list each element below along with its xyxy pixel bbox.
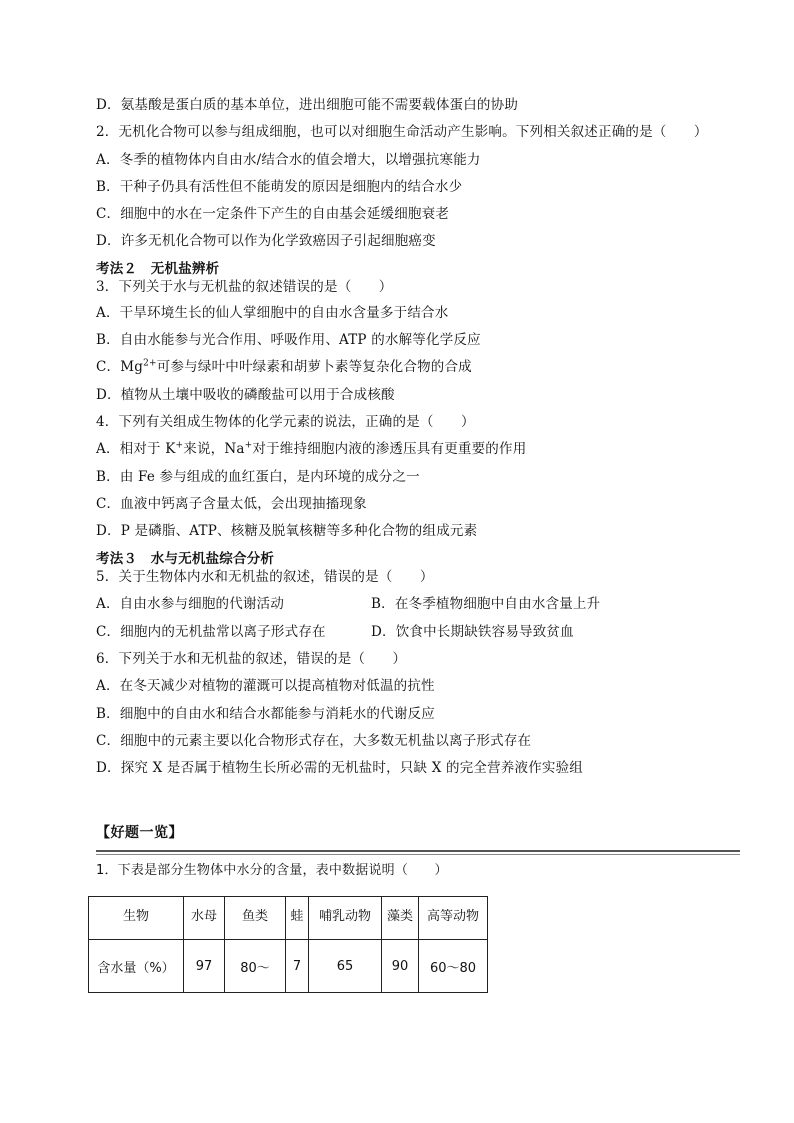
table-header-cell: 生物 <box>89 897 184 940</box>
q4-a-sup1: + <box>175 440 184 451</box>
table-header-cell: 高等动物 <box>419 897 488 940</box>
table-data-row <box>89 940 488 993</box>
q2-option-d: D．许多无机化合物可以作为化学致癌因子引起细胞癌变 <box>96 233 436 249</box>
table-header-cell: 蛙 <box>286 897 309 940</box>
q2-option-b: B．干种子仍具有活性但不能萌发的原因是细胞内的结合水少 <box>96 179 463 195</box>
q5-option-b: B．在冬季植物细胞中自由水含量上升 <box>371 596 601 612</box>
heading-rule-thin <box>96 854 740 855</box>
table-header-cell: 水母 <box>184 897 225 940</box>
table-cell: 65 <box>309 940 382 993</box>
q5-options-cd <box>96 623 574 641</box>
water-content-table <box>88 896 488 993</box>
table-cell: 7 <box>286 940 309 993</box>
q5-stem: 5．关于生物体内水和无机盐的叙述，错误的是（ ） <box>96 569 434 585</box>
q1-option-d: D．氨基酸是蛋白质的基本单位，进出细胞可能不需要载体蛋白的协助 <box>96 97 519 113</box>
table-cell: 60～80 <box>419 940 488 993</box>
table-header-cell: 藻类 <box>382 897 419 940</box>
q4-stem: 4．下列有关组成生物体的化学元素的说法，正确的是（ ） <box>96 414 475 430</box>
q6-option-b: B．细胞中的自由水和结合水都能参与消耗水的代谢反应 <box>96 706 435 722</box>
q4-a-sup2: + <box>244 440 253 451</box>
q6-option-d: D．探究 X 是否属于植物生长所必需的无机盐时，只缺 X 的完全营养液作实验组 <box>96 760 584 776</box>
q5-option-c: C．细胞内的无机盐常以离子形式存在 <box>96 624 326 640</box>
section-heading-2: 考法２ 无机盐辨析 <box>96 261 220 277</box>
q3-c-prefix: C．Mg <box>96 359 144 375</box>
q3-option-c <box>96 358 472 376</box>
table-header-cell: 鱼类 <box>225 897 286 940</box>
table-header-cell: 哺乳动物 <box>309 897 382 940</box>
table-cell: 含水量（%） <box>89 940 184 993</box>
q4-option-c: C．血液中钙离子含量太低，会出现抽搐现象 <box>96 496 367 512</box>
table-cell: 90 <box>382 940 419 993</box>
q5-option-d: D．饮食中长期缺铁容易导致贫血 <box>371 624 574 640</box>
q6-option-a: A．在冬天减少对植物的灌溉可以提高植物对低温的抗性 <box>96 678 435 694</box>
q4-a-part3: 对于维持细胞内液的渗透压具有更重要的作用 <box>252 441 527 457</box>
q2-option-c: C．细胞中的水在一定条件下产生的自由基会延缓细胞衰老 <box>96 206 450 222</box>
q4-option-b: B．由 Fe 参与组成的血红蛋白，是内环境的成分之一 <box>96 469 420 485</box>
table-header-row <box>89 897 488 940</box>
q4-a-part2: 来说，Na <box>183 441 245 457</box>
good-questions-heading: 【好题一览】 <box>96 825 183 841</box>
q4-option-a <box>96 440 526 458</box>
q5-option-a: A．自由水参与细胞的代谢活动 <box>96 596 285 612</box>
q4-option-d: D．P 是磷脂、ATP、核糖及脱氧核糖等多种化合物的组成元素 <box>96 523 478 539</box>
q2-option-a: A．冬季的植物体内自由水/结合水的值会增大，以增强抗寒能力 <box>96 152 481 168</box>
table-cell: 80～ <box>225 940 286 993</box>
q4-a-part1: A．相对于 K <box>96 441 176 457</box>
section-heading-3: 考法３ 水与无机盐综合分析 <box>96 551 275 567</box>
q6-stem: 6．下列关于水和无机盐的叙述，错误的是（ ） <box>96 651 407 667</box>
q3-option-b: B．自由水能参与光合作用、呼吸作用、ATP 的水解等化学反应 <box>96 332 481 348</box>
q3-c-superscript: 2+ <box>143 358 157 369</box>
q3-option-a: A．干旱环境生长的仙人掌细胞中的自由水含量多于结合水 <box>96 305 449 321</box>
good-q1-stem: 1．下表是部分生物体中水分的含量，表中数据说明（ ） <box>96 863 448 878</box>
heading-rule-thick <box>96 850 740 852</box>
q3-c-suffix: 可参与绿叶中叶绿素和胡萝卜素等复杂化合物的合成 <box>156 359 472 375</box>
table-cell: 97 <box>184 940 225 993</box>
q6-option-c: C．细胞中的元素主要以化合物形式存在，大多数无机盐以离子形式存在 <box>96 733 532 749</box>
q3-option-d: D．植物从土壤中吸收的磷酸盐可以用于合成核酸 <box>96 387 395 403</box>
q5-options-ab <box>96 595 601 613</box>
q3-stem: 3．下列关于水与无机盐的叙述错误的是（ ） <box>96 279 393 295</box>
q2-stem: 2．无机化合物可以参与组成细胞，也可以对细胞生命活动产生影响。下列相关叙述正确的是（ ） <box>96 124 708 140</box>
